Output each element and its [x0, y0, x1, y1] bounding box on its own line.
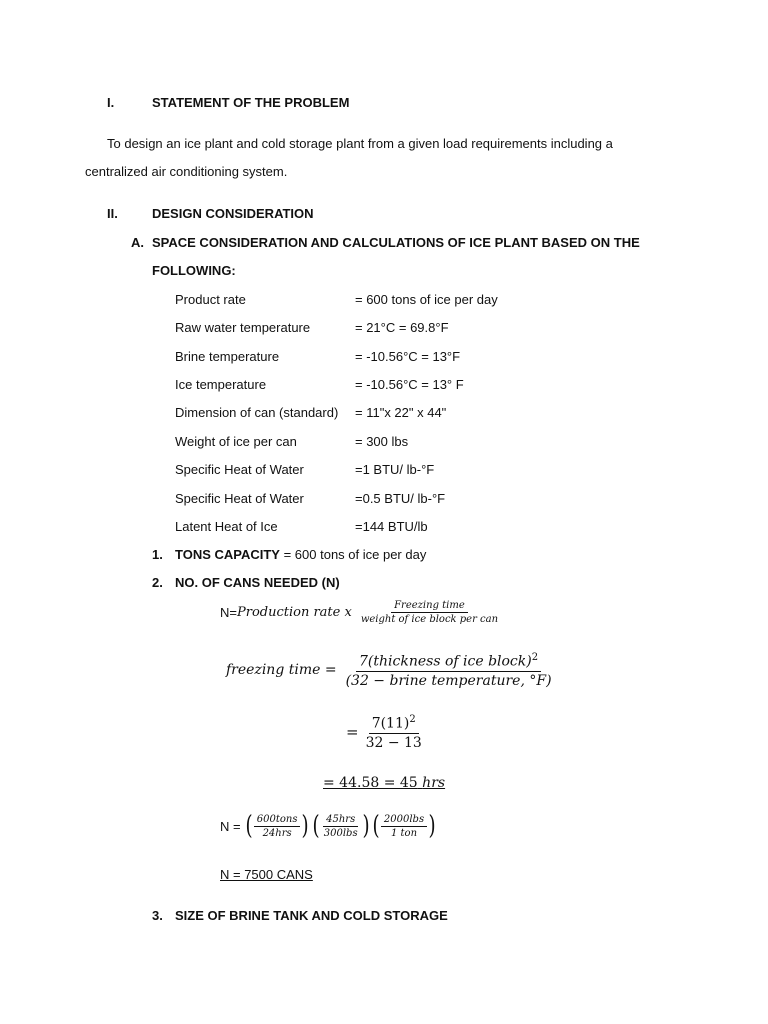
problem-statement-line-2: centralized air conditioning system. — [85, 164, 288, 179]
eq3-numerator — [369, 714, 419, 734]
spec-value: =144 BTU/lb — [355, 519, 428, 534]
spec-value: = -10.56°C = 13°F — [355, 349, 461, 364]
spec-row — [175, 434, 297, 449]
spec-label: Brine temperature — [175, 349, 280, 364]
equation-freezing-substitution — [346, 714, 425, 751]
equation-cans-formula — [220, 600, 501, 625]
eq5-f1-denominator: 24hrs — [262, 827, 292, 839]
eq4-text: = 44.58 = 45 — [323, 775, 418, 791]
eq3-denominator: 32 − 13 — [365, 734, 422, 751]
section-2-title: DESIGN CONSIDERATION — [152, 206, 314, 221]
section-1-number: I. — [107, 95, 115, 110]
eq2-lhs: freezing time = — [226, 662, 337, 679]
eq2-numerator — [356, 652, 541, 672]
cans-result: N = 7500 CANS — [220, 867, 313, 882]
item-3-number: 3. — [152, 908, 163, 923]
eq3-num-exponent: 2 — [409, 714, 416, 725]
spec-row — [175, 349, 279, 364]
spec-value: = 11"x 22" x 44" — [355, 405, 447, 420]
spec-label: Product rate — [175, 292, 246, 307]
spec-label: Ice temperature — [175, 377, 267, 392]
eq5-f1-fraction — [254, 814, 301, 839]
eq2-fraction — [343, 652, 555, 689]
section-1-title: STATEMENT OF THE PROBLEM — [152, 95, 350, 110]
eq5-f3-denominator: 1 ton — [390, 827, 418, 839]
spec-row — [175, 292, 246, 307]
spec-label: Specific Heat of Water — [175, 491, 304, 506]
eq4-unit: hrs — [422, 775, 446, 791]
section-2-number: II. — [107, 206, 118, 221]
eq1-lhs: N= — [220, 605, 237, 620]
eq5-f1-numerator: 600tons — [254, 814, 301, 827]
item-1 — [175, 547, 426, 562]
eq1-numerator: Freezing time — [391, 600, 468, 613]
item-1-title: TONS CAPACITY — [175, 547, 280, 562]
spec-row — [175, 519, 278, 534]
equation-freezing-time — [226, 652, 555, 689]
spec-value: = 300 lbs — [355, 434, 409, 449]
spec-label: Dimension of can (standard) — [175, 405, 339, 420]
spec-row — [175, 405, 338, 420]
spec-value: = 600 tons of ice per day — [355, 292, 498, 307]
problem-statement-line-1: To design an ice plant and cold storage plant from a given load requirements including a — [107, 136, 613, 151]
eq5-factor-3: ( $\frac{\text{2000lbs}}{\text{1 ton}}$ ) — [372, 811, 436, 841]
item-1-number: 1. — [152, 547, 163, 562]
spec-label: Specific Heat of Water — [175, 462, 304, 477]
spec-label: Latent Heat of Ice — [175, 519, 278, 534]
eq5-factor-2: ( $\frac{\text{45hrs}}{\text{300lbs}}$ ) — [312, 811, 370, 841]
eq2-num-exponent: 2 — [531, 652, 539, 663]
eq2-denominator: (32 − brine temperature, °F) — [345, 672, 552, 689]
spec-value: = -10.56°C = 13° F — [355, 377, 464, 392]
eq3-fraction — [363, 714, 425, 751]
subsection-a-label: A. — [131, 235, 144, 250]
equation-freezing-result — [323, 775, 445, 791]
eq5-f2-numerator: 45hrs — [323, 814, 358, 827]
eq2-num-text: 7(thickness of ice block) — [359, 653, 532, 670]
spec-row — [175, 320, 310, 335]
spec-row — [175, 377, 266, 392]
item-3-title: SIZE OF BRINE TANK AND COLD STORAGE — [175, 908, 448, 923]
eq1-term: Production rate x — [236, 605, 352, 620]
eq5-f2-denominator: 300lbs — [323, 827, 358, 839]
spec-value: =0.5 BTU/ lb-°F — [355, 491, 446, 506]
eq5-f3-fraction — [381, 814, 427, 839]
eq5-lhs: N = — [220, 818, 241, 834]
eq5-f2-fraction — [321, 814, 361, 839]
item-1-text: = 600 tons of ice per day — [279, 547, 427, 562]
spec-row — [175, 462, 304, 477]
eq3-lhs: = — [346, 723, 359, 742]
subsection-a-title-line-2: FOLLOWING: — [152, 263, 236, 278]
eq3-num-text: 7(11) — [371, 715, 410, 732]
eq1-fraction — [358, 600, 501, 625]
spec-value: =1 BTU/ lb-°F — [355, 462, 435, 477]
eq5-factor-1: ( $\frac{\text{600tons}}{\text{24hrs}}$ ) — [245, 811, 310, 841]
equation-cans-substitution — [220, 813, 437, 839]
eq1-denominator: weight of ice block per can — [360, 614, 499, 625]
spec-value: = 21°C = 69.8°F — [355, 320, 449, 335]
spec-label: Weight of ice per can — [175, 434, 297, 449]
spec-row — [175, 491, 304, 506]
item-2-title: NO. OF CANS NEEDED (N) — [175, 575, 340, 590]
spec-label: Raw water temperature — [175, 320, 311, 335]
subsection-a-title-line-1: SPACE CONSIDERATION AND CALCULATIONS OF ICE PLANT BASED ON THE — [152, 235, 640, 250]
item-2-number: 2. — [152, 575, 163, 590]
eq5-f3-numerator: 2000lbs — [381, 814, 427, 827]
